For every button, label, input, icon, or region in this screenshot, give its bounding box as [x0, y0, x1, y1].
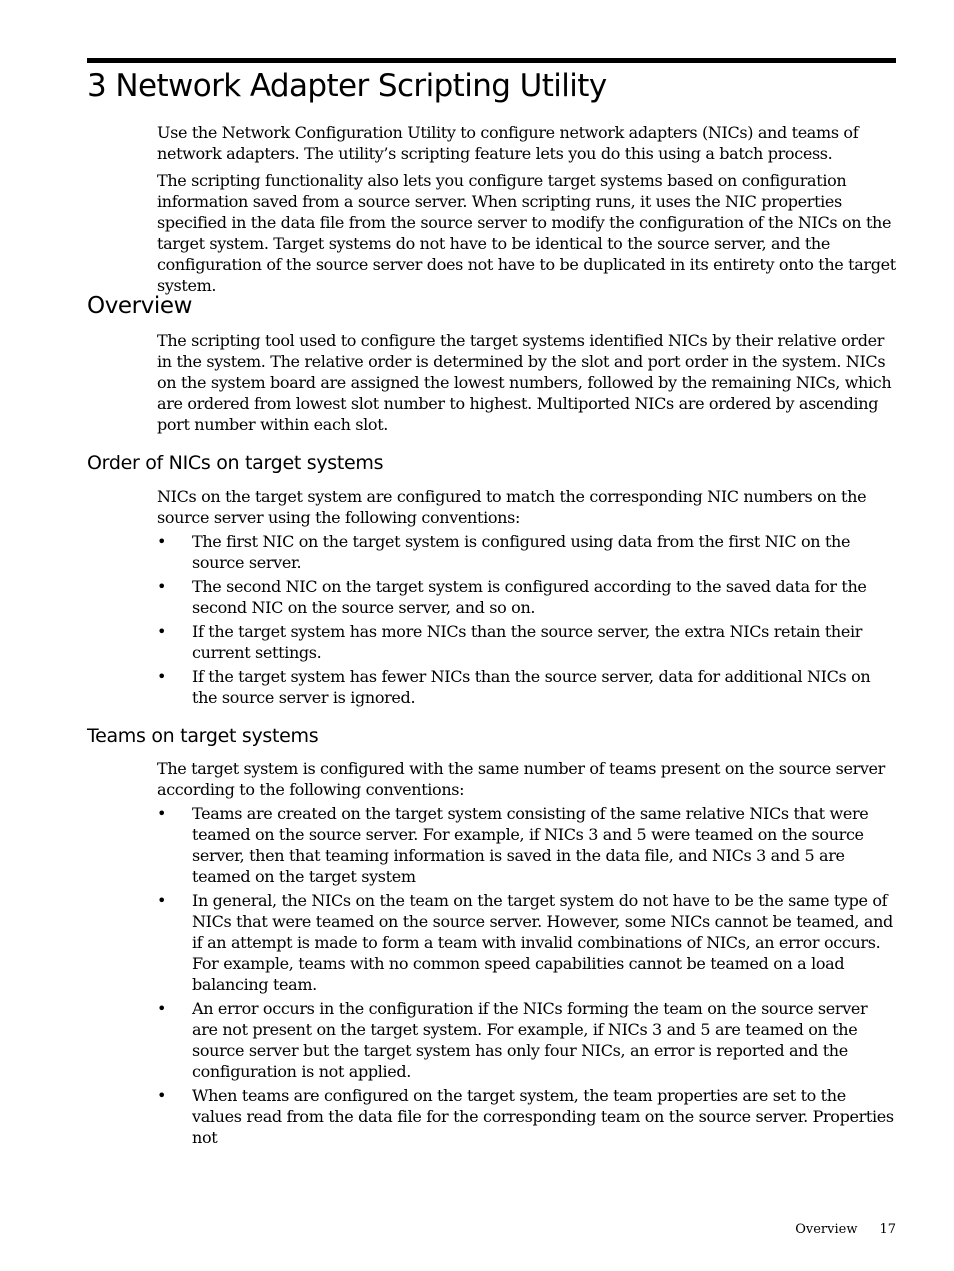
- teams-list: [157, 803, 896, 1148]
- list-item-text: When teams are configured on the target system, the team properties are set to the values read from the data file for the corresponding team on the source server. Properties not: [192, 1086, 894, 1147]
- chapter-title: 3 Network Adapter Scripting Utility: [87, 68, 607, 104]
- list-item: [157, 531, 896, 573]
- overview-body: [157, 330, 896, 435]
- overview-heading: Overview: [87, 293, 193, 319]
- bullet-icon: •: [157, 667, 167, 686]
- chapter-intro: [157, 122, 896, 296]
- teams-heading: Teams on target systems: [87, 725, 319, 747]
- bullet-icon: •: [157, 1086, 167, 1105]
- list-item-text: If the target system has more NICs than the source server, the extra NICs retain their current settings.: [192, 622, 863, 662]
- bullet-icon: •: [157, 891, 167, 910]
- intro-paragraph-2: The scripting functionality also lets you configure target systems based on configuration information saved from a source server. When scripting runs, it uses the NIC properties specified in the data file from the source server to modify the configuration of the NICs on the target system. Target systems do not have to be identical to the source server, and the configuration of the source server does not have to be duplicated in its entirety onto the target system.: [157, 171, 896, 295]
- teams-body: [157, 758, 896, 1151]
- intro-paragraph-1: Use the Network Configuration Utility to configure network adapters (NICs) and teams of network adapters. The utility’s scripting feature lets you do this using a batch process.: [157, 123, 859, 163]
- overview-paragraph: The scripting tool used to configure the target systems identified NICs by their relative order in the system. The relative order is determined by the slot and port order in the system. NICs on the system board are assigned the lowest numbers, followed by the remaining NICs, which are ordered from lowest slot number to highest. Multiported NICs are ordered by ascending port number within each slot.: [157, 331, 892, 434]
- bullet-icon: •: [157, 999, 167, 1018]
- list-item: [157, 666, 896, 708]
- bullet-icon: •: [157, 804, 167, 823]
- footer-section-name: Overview: [795, 1222, 858, 1237]
- list-item-text: The first NIC on the target system is configured using data from the first NIC on the source server.: [192, 532, 851, 572]
- list-item: [157, 576, 896, 618]
- bullet-icon: •: [157, 622, 167, 641]
- order-intro: NICs on the target system are configured to match the corresponding NIC numbers on the source server using the following conventions:: [157, 487, 867, 527]
- order-body: [157, 486, 896, 711]
- list-item: [157, 803, 896, 887]
- list-item-text: In general, the NICs on the team on the target system do not have to be the same type of NICs that were teamed on the source server. However, some NICs cannot be teamed, and if an attempt is made to form a team with invalid combinations of NICs, an error occurs. For example, teams with no common speed capabilities cannot be teamed on a load balancing team.: [192, 891, 893, 994]
- list-item-text: If the target system has fewer NICs than the source server, data for additional NICs on the source server is ignored.: [192, 667, 871, 707]
- teams-intro: The target system is configured with the same number of teams present on the source server according to the following conventions:: [157, 759, 885, 799]
- bullet-icon: •: [157, 577, 167, 596]
- list-item-text: Teams are created on the target system consisting of the same relative NICs that were teamed on the source server. For example, if NICs 3 and 5 were teamed on the source server, then that teaming information is saved in the data file, and NICs 3 and 5 are teamed on the target system: [192, 804, 869, 886]
- order-list: [157, 531, 896, 708]
- order-heading: Order of NICs on target systems: [87, 452, 384, 474]
- list-item: [157, 621, 896, 663]
- page-number: 17: [879, 1222, 896, 1237]
- page-footer: [795, 1221, 896, 1239]
- list-item: [157, 1085, 896, 1148]
- list-item: [157, 890, 896, 995]
- list-item: [157, 998, 896, 1082]
- list-item-text: An error occurs in the configuration if the NICs forming the team on the source server are not present on the target system. For example, if NICs 3 and 5 are teamed on the source server but the target system has only four NICs, an error is reported and the configuration is not applied.: [192, 999, 868, 1081]
- bullet-icon: •: [157, 532, 167, 551]
- chapter-rule: [87, 58, 896, 63]
- list-item-text: The second NIC on the target system is configured according to the saved data for the second NIC on the source server, and so on.: [192, 577, 867, 617]
